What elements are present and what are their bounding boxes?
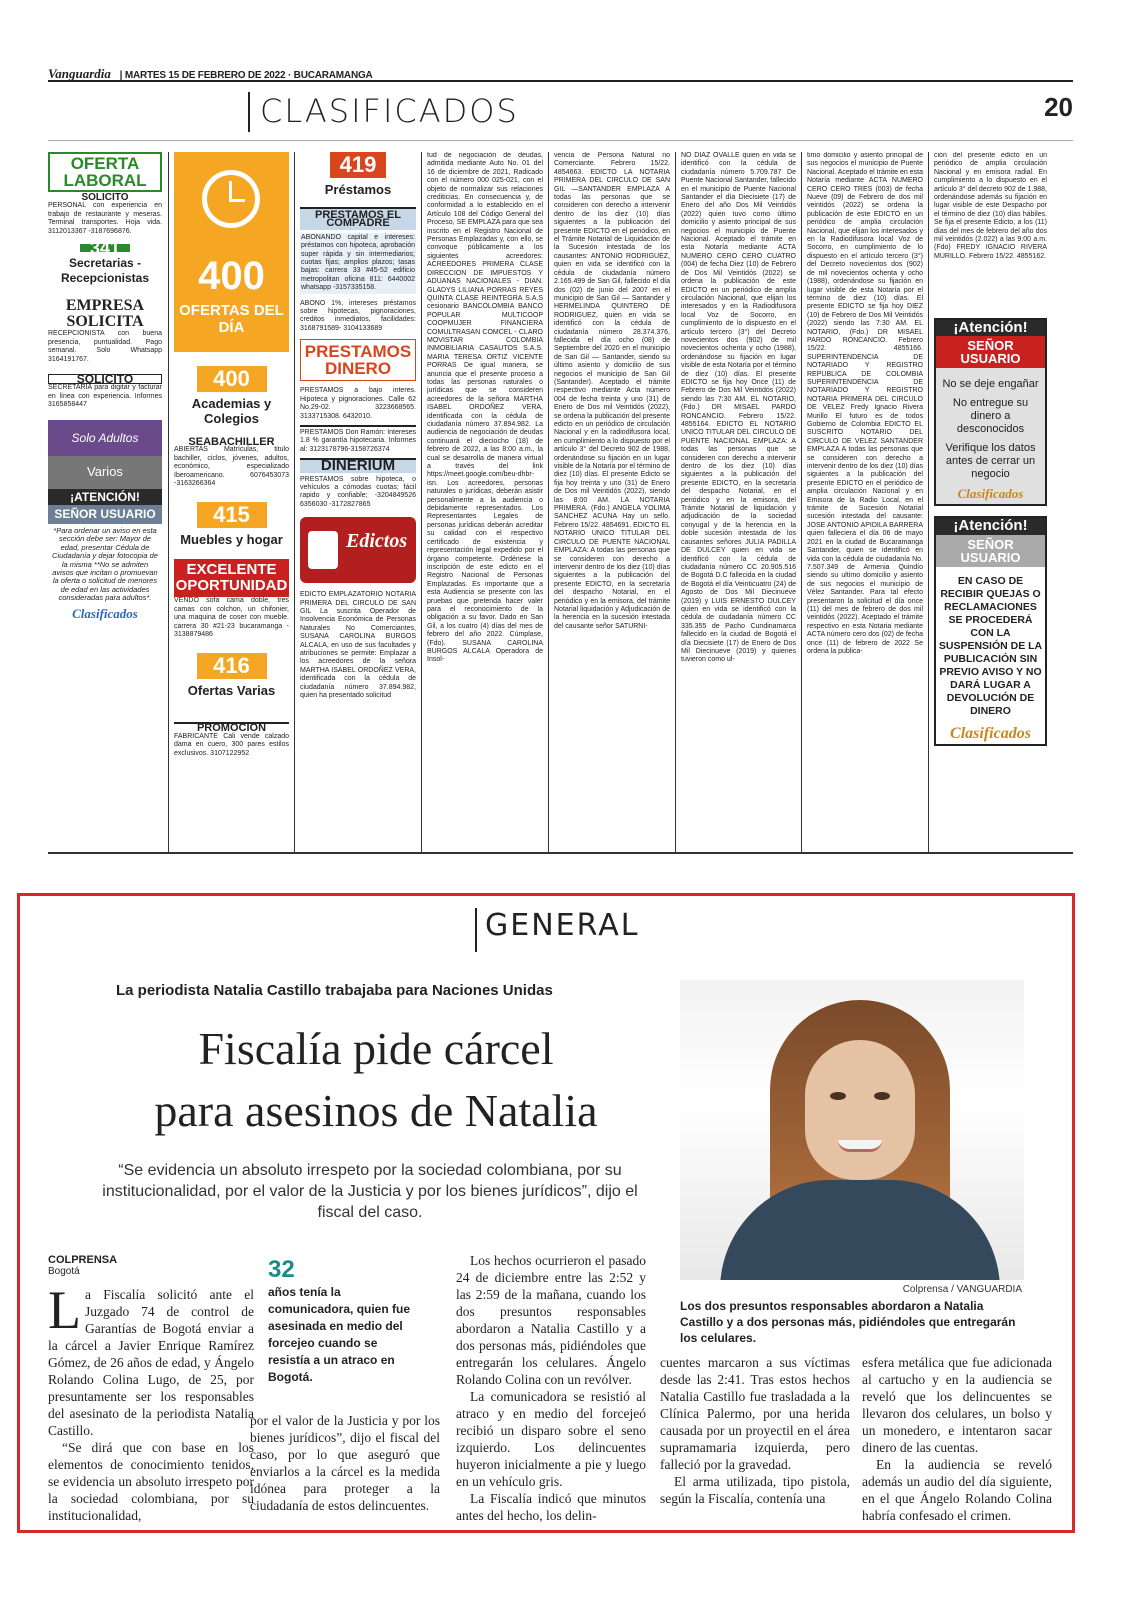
ad-heading: SEABACHILLER	[188, 436, 275, 448]
prestamos-dinero-banner: PRESTAMOS DINERO	[300, 339, 416, 381]
brand-logo: Vanguardia	[48, 66, 111, 81]
attention-banner: ¡Atención!	[936, 320, 1045, 336]
article-column-2	[250, 1412, 440, 1514]
photo-credit: Colprensa / VANGUARDIA	[902, 1284, 1022, 1295]
category-number: 416	[197, 653, 267, 679]
category-title: Academias y Colegios	[191, 396, 272, 426]
clasificados-logo: Clasificados	[957, 486, 1024, 502]
classified-ad: PRESTAMOS Don Ramón: Intereses 1.8 % garantía hipotecaria. Informes al: 3123178796-3158726374	[300, 425, 416, 454]
legal-notice: vencia de Persona Natural no Comerciante. Febrero 15/22. 4854663. EDICTO LA NOTARIA PRIMERA DEL CIRCULO DE SAN GIL —SANTANDER EMPLAZA A todas las personas que se consideren con derecho a intervenir dentro de los diez (10) días siguientes a la publicación del presente EDICTO en el periódico, en el Trámite Notarial de Liquidación de la Sucesión intestada de los causantes: ANTONIO RODRIGUEZ, quien en vida se identificó con la cédula de ciudadanía número 2.165.499 de San Gil, fallecido el día dos (02) de junio del 2007 en el municipio de San Gil — Santander y HERMELINDA QUINTERO DE RODRIGUEZ, quien en vida se identificó con la cédula de ciudadanía número 28.374.376, fallecida el día ocho (08) de Septiembre del 2020 en el municipio de San Gil — Santander, siendo su último asiento y domicilio de sus negocios el municipio de San Gil (Santander). Aceptado el trámite respectivo mediante Acta número 004 de fecha treinta y uno (31) de Enero de Dos mil Veintidós (2022), se ordena la publicación del presente edicto en un periódico de circulación Nacional y en la radiodifusora local, en cumplimiento a lo dispuesto por el artículo 3° del Decreto 902 de 1988, ordenándose su fijación en un lugar visible de la Notaría por el término de diez (10) días. El presente Edicto se fija hoy treinta y uno (31) de Enero de Dos mil Veintidós (2022), siendo las 8:00 AM. LA NOTARIA PRIMERA. (Fdo.) ANGELA YOLIMA SANCHEZ ACUNA Hay un sello. Febrero 15/22. 4854691. EDICTO EL NOTARIO UNICO TITULAR DEL CIRCULO DE PUENTE NACIONAL EMPLAZA: A todas las personas que se consideren con derecho a intervenir dentro de los diez (10) días siguientes a la publicación del presente EDICTO, en la secretaría del despacho Notarial, en el periódico y en la emisora, del trámite Notarial liquidación y Adjudicación de la herencia en la sucesión intestada del causante señor SATURNI-	[554, 152, 670, 630]
ofertas-del-dia-panel	[174, 152, 289, 352]
portrait-smile	[838, 1140, 882, 1152]
column-rule	[421, 152, 422, 852]
category-title: Secretarias - Recepcionistas	[60, 256, 150, 286]
oferta-laboral-banner: OFERTA LABORAL	[48, 152, 162, 192]
portrait-sweater	[720, 1180, 1000, 1280]
portrait-face	[805, 1040, 915, 1180]
article-paragraph: En la audiencia se reveló además un audio del día siguiente, en el que Ángelo Rolando Colina habría confesado el crimen.	[862, 1457, 1052, 1523]
article-photo	[680, 980, 1024, 1280]
article-deck: “Se evidencia un absoluto irrespeto por la sociedad colombiana, por su institucionalidad, por el valor de la Justicia y por los bienes jurídicos”, dijo el fiscal del caso.	[102, 1162, 638, 1221]
stat-callout	[268, 1256, 418, 1386]
portrait-eye	[874, 1092, 890, 1100]
article-column-1	[48, 1280, 254, 1524]
edictos-title: Edictos	[346, 530, 408, 553]
header-divider	[48, 140, 1073, 141]
headline-line: Fiscalía pide cárcel	[198, 1023, 554, 1074]
classifieds-bottom-rule	[48, 852, 1073, 854]
legal-notices-column-6	[681, 152, 796, 850]
classified-ad: SECRETARIA para digitar y facturar en línea con experiencia. Informes 3165858447	[48, 384, 162, 409]
classified-ad: ABONO 1%, intereses préstamos sobre hipotecas, pignoraciones, creditos inmediatos, facilidades: 3168791589- 3104133689	[300, 299, 416, 332]
warning-tip: Verifique los datos antes de cerrar un negocio	[945, 442, 1036, 481]
classifieds-column-3	[300, 152, 416, 850]
article-column-3	[456, 1252, 646, 1524]
category-number: 419	[330, 152, 386, 178]
article-headline	[96, 1018, 656, 1142]
classifieds-column-2	[174, 152, 289, 850]
column-rule	[548, 152, 549, 852]
classified-ad: VENDO sofa cama doble, tres camas con colchon, un chifonier, una maquina de coser con mueble. carrera 30 #21-23 bucaramanga - 3138879486	[174, 597, 289, 639]
column-rule	[294, 152, 295, 852]
article-paragraph: La Fiscalía indicó que minutos antes del hecho, los delin-	[456, 1491, 646, 1523]
headline-line: para asesinos de Natalia	[154, 1085, 598, 1136]
classified-ad: PRESTAMOS a bajo interes. Hipoteca y pignoraciones. Calle 62 No.29-02. 3223668565. 3133715308. 6432010.	[300, 387, 416, 420]
legal-notice: NO DIAZ OVALLE quien en vida se identificó con la cédula de ciudadanía número 5.709.787 De Puente Nacional Santander, fallecido en el municipio de Puente Nacional Santander el día Diecisiete (17) de Enero del año Dos Mil Veintidós (2022) quien tuvo como último domicilio y asiento principal de sus negocios el municipio de Puente Nacional. Aceptado el trámite en esta Notaría mediante ACTA NUMERO CERO CERO CUATRO (004) de fecha Diez (10) de Febrero de Dos Mil Veintidós (2022) se ordena la publicación de este EDICTO en un periódico de amplia circulación Nacional, que elijan los interesados y en la Radiodifusora local Voz de Socorro, en cumplimiento de lo dispuesto en el artículo tercero (3°) del Decreto novecientos dos (902) de mil novecientos ochenta y ocho (1988), ordenándose su fijación en lugar visible de esta Notaría por el término de diez (10) días. El presente EDICTO se fija hoy Once (11) de Febrero de Dos Mil Veintidós (2022) siendo las 7:30 AM. EL NOTARIO, (Fdo.) DR MISAEL PARDO RONCANCIO. Febrero 15/22. 4855164. EDICTO EL NOTARIO UNICO TITULAR DEL CIRCULO DE PUENTE NACIONAL EMPLAZA: A todas las personas que se consideren con derecho a intervenir dentro de los diez (10) días siguientes a la publicación del presente EDICTO, en la secretaría del despacho Notarial, en el periódico y en la emisora, del Trámite Notarial de liquidación y adjudicación de la sociedad conyugal y de la herencia en la doble sucesión intestada de los causantes señores JULIA PADILLA DE DULCEY quien en vida se identificó con la cédula de ciudadanía número CC 20.905.516 de Bogotá D.C fallecida en la ciudad de Bogotá el día Veinticuatro (24) de Agosto de Dos Mil Diecinueve (2019) y LUIS ERNESTO DULCEY quien en vida se identificó con la cédula de ciudadanía número CC 335.355 de Pacho Cundinamarca fallecido en la ciudad de Bogotá el día Diecisiete (17) de Enero de Dos Mil Diecinueve (2019) y quienes tuvieron como ul-	[681, 152, 796, 664]
section-title: CLASIFICADOS	[248, 92, 519, 132]
ad-heading: SOLICITO	[48, 374, 162, 384]
user-notice-title: SEÑOR USUARIO	[936, 535, 1045, 567]
article-paragraph: La comunicadora se resistió al atraco y en medio del forcejeó recibió un disparo sobre el seno izquierdo. Los delincuentes huyeron inicialmente a pie y luego en un vehículo gris.	[456, 1389, 646, 1489]
classifieds-column-8	[934, 152, 1047, 850]
column-rule	[801, 152, 802, 852]
clock-hand	[229, 199, 245, 202]
warning-tip: No entregue su dinero a desconocidos	[952, 397, 1029, 436]
drop-cap: L	[48, 1280, 81, 1340]
byline-agency: COLPRENSA	[48, 1254, 118, 1266]
column-rule	[675, 152, 676, 852]
byline-city: Bogotá	[48, 1266, 80, 1277]
article-paragraph: esfera metálica que fue adicionada al cartucho y en la audiencia se reveló que los delincuentes se llevaron dos celulares, un bolso y un monedero, e intentaron sacar dinero de las cuentas.	[862, 1355, 1052, 1455]
category-number: 400	[197, 366, 267, 392]
legal-notice: tud de negociación de deudas, admitida mediante Auto No. 01 del 16 de diciembre de 2021, Radicado con el número 000 025-021, con el objeto de normalizar sus relaciones crediticias. En consecuencia y, de conformidad a lo establecido en el Artículo 108 del Código General del Proceso, SE EMPLAZA para que sea inscrito en el Registro Nacional de Personas Emplazadas y, con ello, se convoque públicamente a los siguientes acreedores: ACREEDORES PRIMERA CLASE DIRECCION DE IMPUESTOS Y ADUANAS NACIONALES - DIAN. GLADYS LILIANA PORRAS REYES QUINTA CLASE REINTEGRA S.A.S cesionario BANCOLOMBIA BANCO POPULAR MULTICOOP COOPMUJER FINANCIERA COMULTRASAN COMCEL - CLARO MOVISTAR COLOMBIA INMOBILIARIA CASAUTOS S.A.S. MARIA TERESA ORTIZ VICENTE PORRAS De igual manera, se anuncia que el presente proceso a todas las personas naturales o jurídicas que se consideren acreedores de la señora MARTHA ISABEL ORDOÑEZ VERA, identificada con la cédula de ciudadanía número 37.894.982. La audiencia de negociación de deudas continuará el dieciocho (18) de febrero de 2022, a las 8:00 a.m., la cual se desarrolla de manera virtual a través del link https://meet.google.com/beu-dhbr-isn. Los acreedores, personas naturales o jurídicas, deberán asistir personalmente a la audiencia o debidamente representados. Los Representantes Legales de personas jurídicas deberán acreditar su calidad con el respectivo certificado de existencia y representación legal expedido por el órgano competente. Ordénese la inscripción de este edicto en el Registro Nacional de Personas Emplazadas. Es importante que a esta Audiencia se presente con las pruebas que pretenda hacer valer para el reconocimiento de la obligación a su favor. Dado en San Gil, a los cuatro (4) días del mes de febrero del año 2022. Cúmplase, (Fdo). SUSANA CAROLINA BURGOS ALCALA Operadora de Insol-	[427, 152, 543, 664]
ad-heading: SOLICITO	[81, 192, 129, 203]
legal-notice: timo domicilio y asiento principal de sus negocios el municipio de Puente Nacional. Aceptado el trámite en esta Notaría mediante ACTA NUMERO CERO CERO TRES (003) de fecha Nueve (09) de Febrero de dos mil veintidós (2022) se ordena la publicación de este EDICTO en un periódico de amplia circulación Nacional, que elijan los interesados y en la Radiodifusora local Voz de Socorro, en cumplimiento de lo dispuesto en el artículo tercero (3°) del Decreto novecientos dos (902) de mil novecientos ochenta y ocho (1988), ordenándose su fijación en lugar visible de esta Notaría por el término de diez (10) días. El presente EDICTO se fija hoy DIEZ (10) de Febrero de Dos Mil Veintidós (2022) siendo las 7:30 AM. EL NOTARIO, (Fdo.) DR MISAEL PARDO RONCANCIO. Febrero 15/22. 4855166. SUPERINTENDENCIA DE NOTARIADO Y REGISTRO REPUBLICA DE COLOMBIA SUPERINTENDENCIA DE NOTARIADO Y REGISTRO NOTARIA PRIMERA DEL CIRCULO DE VELEZ Fredy Ignacio Rivera Murillo El futuro es de todos Gobierno de Colombia EDICTO EL SUSCRITO NOTARIO DEL CIRCULO DE VELEZ SANTANDER EMPLAZA A todas las personas que se consideren con derecho a intervenir dentro de los diez (10) días siguientes a la publicación del presente EDICTO en el periódico de amplia circulación Nacional y en Emisora de la Radio Local, en el trámite de Sucesión Notarial sucesión intestada del causante: JOSE ANTONIO APIDILA BARRERA quien falleciera el día 06 de mayo 2021 en la ciudad de Bucaramanga Santander, quien se identificó en vida con la cédula de ciudadanía No. 7.507.349 de Armenia Quindío siendo su ultimo domicilio y asiento de sus negocios el municipio de Vélez Santander. Para tal efecto presentaron la solicitud el día once (11) del mes de febrero de dos mil veintidós (2022). Aceptado el trámite respectivo en esta Notaria mediante ACTA número cero dos (02) de fecha once (11) de febrero de 2022 Se ordena la publica-	[807, 152, 923, 655]
classified-ad: RECEPCIONISTA con buena presencia, puntualidad. Pago semanal. Solo Whatsapp 3164191767.	[48, 330, 162, 363]
article-kicker: La periodista Natalia Castillo trabajaba para Naciones Unidas	[116, 982, 553, 999]
varios-banner: Varios	[48, 456, 162, 488]
classified-ad: PRESTAMOS sobre hipoteca, o vehículos a cómodas cuotas; fácil rapido y confiable; -3204849526 6356030 -3172827865	[300, 475, 416, 508]
ad-heading: PROMOCION	[174, 722, 289, 732]
feature-article	[17, 893, 1075, 1533]
paragraph-text: a Fiscalía solicitó ante el Juzgado 74 de control de Garantías de Bogotá enviar a la cárcel a Javier Enrique Ramírez Gómez, de 26 años de edad, y Ángelo Rolando Colina Lugo, de 25, por presuntamente ser los responsables del asesinato de la periodista Natalia Castillo.	[48, 1287, 254, 1438]
category-number: 341	[80, 244, 130, 252]
legal-notices-column-7	[807, 152, 923, 850]
portrait-eye	[830, 1092, 846, 1100]
column-rule	[928, 152, 929, 852]
legal-notice: EDICTO EMPLAZATORIO NOTARIA PRIMERA DEL CIRCULO DE SAN GIL La suscrita Operador de Insolvencia Económica de Personas Naturales No Comerciantes, SUSANA CAROLINA BURGOS ALCALA, en uso de sus facultades y atribuciones se permite: Emplazar a los acreedores de la señora MARTHA ISABEL ORDOÑEZ VERA, identificada con la cédula de ciudadanía número 37.894.982, quien ha presentado solicitud	[300, 591, 416, 700]
ofertas-label: OFERTAS DEL DÍA	[179, 302, 284, 336]
classified-ad: PERSONAL con experiencia en trabajo de restaurante y meseras. Terminal transportes. Hoja vida. 3112013367 -3187696876.	[48, 202, 162, 235]
classifieds-column-1	[48, 152, 162, 850]
ad-heading: EMPRESA SOLICITA	[65, 297, 145, 331]
user-notice-title: SEÑOR USUARIO	[48, 505, 162, 524]
article-paragraph	[48, 1280, 254, 1439]
edition-date: | MARTES 15 DE FEBRERO DE 2022 · BUCARAMANGA	[119, 70, 373, 81]
category-title: Préstamos	[324, 182, 392, 197]
legal-notice: ción del presente edicto en un periódico de amplia circulación Nacional y en emisora radial. En cumplimiento a lo dispuesto en el artículo 3° del decreto 902 de 1.988, ordenándose además su fijación en lugar visible de este Despacho por el término de diez (10) días hábiles. Se fija el presente Edicto, a los (11) días del mes de febrero del año dos mil veintidós (2.022) a las 9:00 a.m. (Fdo) FREDY IGNACIO RIVERA MURILLO. Febrero 15/22. 4855162.	[934, 152, 1047, 260]
stat-number: 32	[268, 1256, 295, 1283]
article-paragraph: Los hechos ocurrieron el pasado 24 de diciembre entre las 2:52 y las 2:59 de la mañana, cuando los dos presuntos responsables abordaron a Natalia Castillo y a dos personas más, pidiéndoles que entregarán los celulares. Ángelo Rolando Colina con un revólver.	[456, 1253, 646, 1387]
legal-notices-column-4	[427, 152, 543, 850]
clock-hand	[229, 181, 232, 201]
category-number: 415	[197, 502, 267, 528]
masthead	[48, 66, 1073, 82]
user-notice-title: SEÑOR USUARIO	[936, 336, 1045, 368]
complaints-panel	[934, 516, 1047, 746]
article-paragraph: “Se dirá que con base en los elementos de conocimiento tenidos, se evidencia un absoluto irrespeto por la sociedad colombiana, por su institucionalidad,	[48, 1440, 254, 1523]
complaints-notice: EN CASO DE RECIBIR QUEJAS O RECLAMACIONES SE PROCEDERÁ CON LA SUSPENSIÓN DE LA PUBLICACIÓN SIN PREVIO AVISO Y NO DARÁ LUGAR A DEVOLUCIÓN DE DINERO	[938, 574, 1043, 717]
excelente-oportunidad-banner: EXCELENTE OPORTUNIDAD	[174, 559, 289, 597]
article-column-4	[660, 1354, 850, 1507]
ofertas-number: 400	[198, 254, 265, 298]
attention-banner: ¡ATENCIÓN!	[48, 489, 162, 505]
clock-icon	[202, 170, 260, 228]
stat-text: años tenía la comunicadora, quien fue asesinada en medio del forcejeo cuando se resistía a un atraco en Bogotá.	[268, 1285, 411, 1384]
clasificados-logo: Clasificados	[72, 605, 138, 621]
edictos-banner	[300, 517, 416, 583]
classified-ad: ABONANDO capital e intereses: préstamos con hipoteca, aprobación super rápida y sin intermediarios; cuotas fijas; amplios plazos; tasas bajas: carrera 33 #45-52 edificio metropolitan oficina 811: 6440002 whatsapp -3157335158.	[300, 233, 416, 294]
page-number: 20	[1044, 92, 1073, 122]
clasificados-logo: Clasificados	[950, 724, 1031, 742]
photo-caption: Los dos presuntos responsables abordaron a Natalia Castillo y a dos personas más, pidiéndoles que entregarán los celulares.	[680, 1299, 1016, 1345]
section-title: GENERAL	[475, 908, 639, 952]
legal-notices-column-5	[554, 152, 670, 850]
column-rule	[168, 152, 169, 852]
warning-tip: No se deje engañar	[942, 378, 1039, 391]
adult-section-notice: *Para ordenar un aviso en esta sección debe ser: Mayor de edad, presentar Cédula de Ciudadanía y dejar fotocopia de la misma **No se admiten avisos que incitan o promuevan la oferta o solicitud de menores de edad en las actividades consideradas para adultos*.	[52, 525, 158, 603]
category-title: Muebles y hogar	[180, 532, 283, 548]
ad-heading: DINERIUM	[300, 458, 416, 472]
article-column-5	[862, 1354, 1052, 1524]
warning-panel	[934, 318, 1047, 506]
category-title: Ofertas Varias	[187, 683, 276, 699]
article-paragraph: por el valor de la Justicia y por los bienes jurídicos”, dijo el fiscal del caso, por lo que aseguró que enviarlos a la cárcel es la medida idónea para proteger a la ciudadanía de estos delincuentes.	[250, 1413, 440, 1513]
classified-ad: FABRICANTE Cali vende calzado dama en cuero, 300 pares estilos exclusivos. 3107122952	[174, 732, 289, 757]
attention-banner: ¡Atención!	[936, 518, 1045, 534]
document-icon	[308, 531, 338, 569]
ad-heading: PRESTAMOS EL COMPADRE	[300, 207, 416, 230]
article-paragraph: cuentes marcaron a sus víctimas desde las 2:41. Tras estos hechos Natalia Castillo fue trasladada a la Clínica Palermo, por una herida causada por un proyectil en el área supramamaria izquierda, pero falleció por la gravedad.	[660, 1355, 850, 1472]
byline	[48, 1254, 117, 1277]
classified-ad: ABIERTAS Matrículas, titulo bachiller, ciclos, jóvenes, adultos, económico, especializado Iberoamericano. 6076453073 -3163266364	[174, 446, 289, 488]
article-paragraph: El arma utilizada, tipo pistola, según la Fiscalía, contenía una	[660, 1474, 850, 1506]
adults-banner: Solo Adultos	[48, 420, 162, 456]
